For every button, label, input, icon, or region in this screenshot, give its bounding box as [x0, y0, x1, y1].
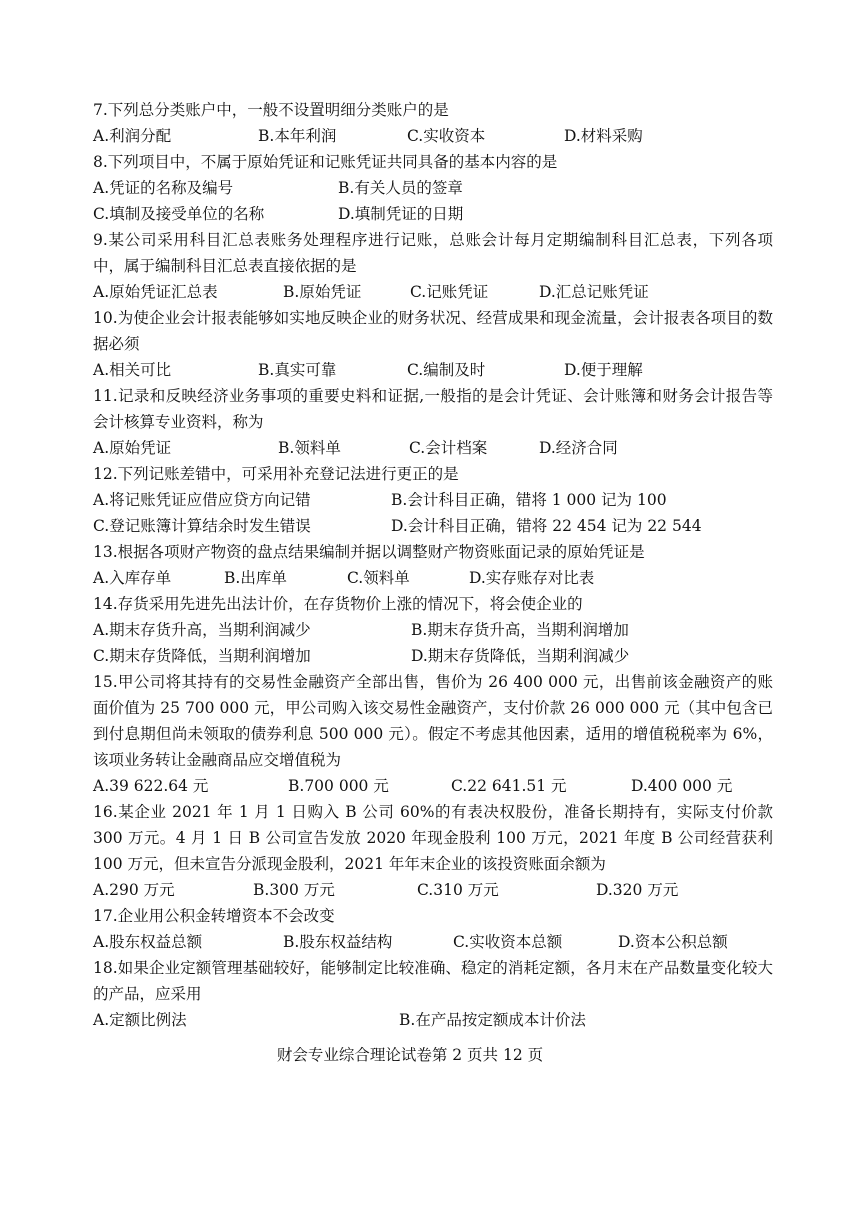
footer-text: 财会专业综合理论试卷第 2 页共 12 页	[276, 1046, 544, 1064]
question-stem: 13.根据各项财产物资的盘点结果编制并据以调整财产物资账面记录的原始凭证是	[93, 543, 645, 561]
question-stem: 10.为使企业会计报表能够如实地反映企业的财务状况、经营成果和现金流量，会计报表各项目的数据必须	[93, 309, 773, 353]
answer-option: D.期末存货降低，当期利润减少	[411, 647, 630, 665]
answer-option: D.实存账存对比表	[469, 569, 595, 587]
answer-option: B.300 万元	[253, 881, 335, 899]
answer-option: C.22 641.51 元	[451, 777, 567, 795]
question-stem: 7.下列总分类账户中，一般不设置明细分类账户的是	[93, 101, 449, 119]
answer-option: A.39 622.64 元	[93, 777, 209, 795]
option-row	[93, 513, 773, 539]
answer-option: D.汇总记账凭证	[539, 283, 649, 301]
page-footer	[0, 1042, 860, 1068]
answer-option: B.领料单	[278, 439, 341, 457]
answer-option: A.将记账凭证应借应贷方向记错	[93, 491, 311, 509]
answer-option: B.期末存货升高，当期利润增加	[411, 621, 629, 639]
answer-option: D.填制凭证的日期	[338, 205, 464, 223]
answer-option: C.310 万元	[417, 881, 499, 899]
answer-option: C.登记账簿计算结余时发生错误	[93, 517, 311, 535]
answer-option: A.定额比例法	[93, 1011, 187, 1029]
question-stem: 9.某公司采用科目汇总表账务处理程序进行记账，总账会计每月定期编制科目汇总表，下列各项中，属于编制科目汇总表直接依据的是	[93, 231, 773, 275]
answer-option: B.股东权益结构	[283, 933, 393, 951]
answer-option: B.有关人员的签章	[338, 179, 463, 197]
option-row	[93, 123, 773, 149]
option-row	[93, 565, 773, 591]
option-row	[93, 929, 773, 955]
option-row	[93, 175, 773, 201]
answer-option: A.相关可比	[93, 361, 172, 379]
option-row	[93, 487, 773, 513]
answer-option: A.原始凭证	[93, 439, 172, 457]
answer-option: A.期末存货升高，当期利润减少	[93, 621, 311, 639]
option-row	[93, 201, 773, 227]
answer-option: C.填制及接受单位的名称	[93, 205, 265, 223]
question-stem: 14.存货采用先进先出法计价，在存货物价上涨的情况下，将会使企业的	[93, 595, 583, 613]
answer-option: D.经济合同	[539, 439, 618, 457]
answer-option: D.资本公积总额	[618, 933, 728, 951]
answer-option: C.会计档案	[409, 439, 488, 457]
answer-option: A.原始凭证汇总表	[93, 283, 218, 301]
answer-option: C.记账凭证	[410, 283, 489, 301]
answer-option: D.400 000 元	[631, 777, 733, 795]
answer-option: D.会计科目正确，错将 22 454 记为 22 544	[391, 517, 702, 535]
question-stem: 17.企业用公积金转增资本不会改变	[93, 907, 335, 925]
question-stem: 15.甲公司将其持有的交易性金融资产全部出售，售价为 26 400 000 元，出售前该金融资产的账面价值为 25 700 000 元，甲公司购入该交易性金融资产，支付价款 26 000 000 元（其中包含已到付息期但尚未领取的债券利息 500 000 元）。假定不考虑其他因素，适用的增值税税率为 6%，该项业务转让金融商品应交增值税为	[93, 673, 773, 769]
answer-option: A.入库存单	[93, 569, 172, 587]
answer-option: B.在产品按定额成本计价法	[399, 1011, 586, 1029]
option-row	[93, 643, 773, 669]
option-row	[93, 877, 773, 903]
question-stem: 11.记录和反映经济业务事项的重要史料和证据,一般指的是会计凭证、会计账簿和财务会计报告等会计核算专业资料，称为	[93, 387, 773, 431]
question-stem: 18.如果企业定额管理基础较好，能够制定比较准确、稳定的消耗定额，各月末在产品数量变化较大的产品，应采用	[93, 959, 773, 1003]
answer-option: B.真实可靠	[258, 361, 337, 379]
option-row	[93, 435, 773, 461]
answer-option: D.320 万元	[596, 881, 679, 899]
answer-option: C.领料单	[347, 569, 410, 587]
answer-option: D.材料采购	[564, 127, 643, 145]
answer-option: B.会计科目正确，错将 1 000 记为 100	[391, 491, 667, 509]
answer-option: A.股东权益总额	[93, 933, 203, 951]
answer-option: D.便于理解	[564, 361, 643, 379]
answer-option: C.实收资本	[407, 127, 486, 145]
answer-option: B.原始凭证	[283, 283, 362, 301]
question-stem: 12.下列记账差错中，可采用补充登记法进行更正的是	[93, 465, 459, 483]
answer-option: C.期末存货降低，当期利润增加	[93, 647, 311, 665]
option-row	[93, 773, 773, 799]
answer-option: A.凭证的名称及编号	[93, 179, 234, 197]
answer-option: C.实收资本总额	[453, 933, 563, 951]
answer-option: B.700 000 元	[288, 777, 389, 795]
option-row	[93, 617, 773, 643]
option-row	[93, 279, 773, 305]
option-row	[93, 1007, 773, 1033]
question-list	[93, 97, 773, 1033]
question-stem: 16.某企业 2021 年 1 月 1 日购入 B 公司 60%的有表决权股份，准备长期持有，实际支付价款 300 万元。4 月 1 日 B 公司宣告发放 2020 年现金股利 100 万元，2021 年度 B 公司经营获利 100 万元，但未宣告分派现金股利，2021 年年末企业的该投资账面余额为	[93, 803, 773, 873]
question-stem: 8.下列项目中，不属于原始凭证和记账凭证共同具备的基本内容的是	[93, 153, 558, 171]
answer-option: B.出库单	[224, 569, 287, 587]
answer-option: A.利润分配	[93, 127, 172, 145]
option-row	[93, 357, 773, 383]
answer-option: B.本年利润	[258, 127, 337, 145]
answer-option: A.290 万元	[93, 881, 175, 899]
answer-option: C.编制及时	[407, 361, 486, 379]
